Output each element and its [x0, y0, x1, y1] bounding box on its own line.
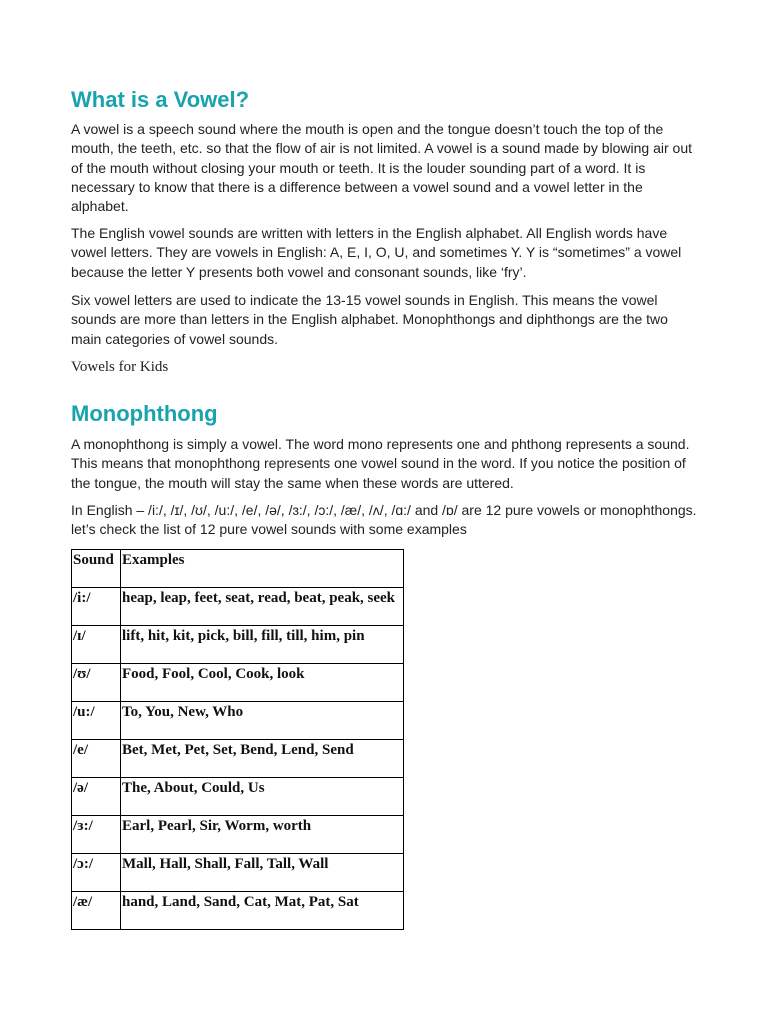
examples-cell: lift, hit, kit, pick, bill, fill, till, him, pin: [121, 626, 404, 664]
sound-cell: /i:/: [72, 588, 121, 626]
sound-cell: /ʊ/: [72, 664, 121, 702]
examples-cell: Food, Fool, Cool, Cook, look: [121, 664, 404, 702]
paragraph-monophthong-definition: A monophthong is simply a vowel. The word mono represents one and phthong represents a sound. This means that monophthong represents one vowel sound in the word. If you notice the position of the tongue, the mouth will stay the same when these words are uttered.: [71, 436, 690, 491]
sound-cell: /ə/: [72, 778, 121, 816]
sound-cell: /u:/: [72, 702, 121, 740]
examples-cell: Bet, Met, Pet, Set, Bend, Lend, Send: [121, 740, 404, 778]
paragraph-vowel-sounds-count: Six vowel letters are used to indicate the 13-15 vowel sounds in English. This means the vowel sounds are more than letters in the English alphabet. Monophthongs and diphthongs are the two main categories of vowel sounds.: [71, 292, 668, 347]
sound-cell: /e/: [72, 740, 121, 778]
table-row: [72, 664, 404, 702]
examples-cell: Mall, Hall, Shall, Fall, Tall, Wall: [121, 854, 404, 892]
vowel-sounds-table: [71, 549, 404, 930]
paragraph-vowel-definition: A vowel is a speech sound where the mouth is open and the tongue doesn’t touch the top of the mouth, the teeth, etc. so that the flow of air is not limited. A vowel is a sound made by blowing air out of the mouth without closing your mouth or teeth. It is the louder sounding part of a word. It is necessary to know that there is a difference between a vowel sound and a vowel letter in the alphabet.: [71, 121, 693, 215]
examples-cell: hand, Land, Sand, Cat, Mat, Pat, Sat: [121, 892, 404, 930]
table-row: [72, 816, 404, 854]
image-caption-vowels-for-kids: Vowels for Kids: [71, 359, 169, 375]
table-row: [72, 892, 404, 930]
sound-cell: /ɔ:/: [72, 854, 121, 892]
examples-cell: The, About, Could, Us: [121, 778, 404, 816]
table-row: [72, 626, 404, 664]
table-row: [72, 778, 404, 816]
table-row: [72, 854, 404, 892]
table-row: [72, 702, 404, 740]
sound-cell: /ɜ:/: [72, 816, 121, 854]
table-row: [72, 740, 404, 778]
heading-monophthong: Monophthong: [71, 401, 218, 426]
paragraph-pure-vowels-list: In English – /i:/, /ɪ/, /ʊ/, /u:/, /e/, /ə/, /ɜ:/, /ɔ:/, /æ/, /ʌ/, /ɑ:/ and /ɒ/ are 12 pure vowels or monophthongs. let’s check the list of 12 pure vowel sounds with some examples: [71, 502, 697, 538]
sound-cell: /ɪ/: [72, 626, 121, 664]
examples-cell: heap, leap, feet, seat, read, beat, peak, seek: [121, 588, 404, 626]
table-row: [72, 588, 404, 626]
sound-cell: /æ/: [72, 892, 121, 930]
examples-cell: Earl, Pearl, Sir, Worm, worth: [121, 816, 404, 854]
examples-cell: To, You, New, Who: [121, 702, 404, 740]
table-header-row: [72, 550, 404, 588]
paragraph-vowel-letters: The English vowel sounds are written with letters in the English alphabet. All English words have vowel letters. They are vowels in English: A, E, I, O, U, and sometimes Y. Y is “sometimes” a vowel because the letter Y presents both vowel and consonant sounds, like ‘fry’.: [71, 225, 682, 280]
header-sound: Sound: [72, 550, 121, 588]
heading-what-is-a-vowel: What is a Vowel?: [71, 87, 250, 112]
header-examples: Examples: [121, 550, 404, 588]
